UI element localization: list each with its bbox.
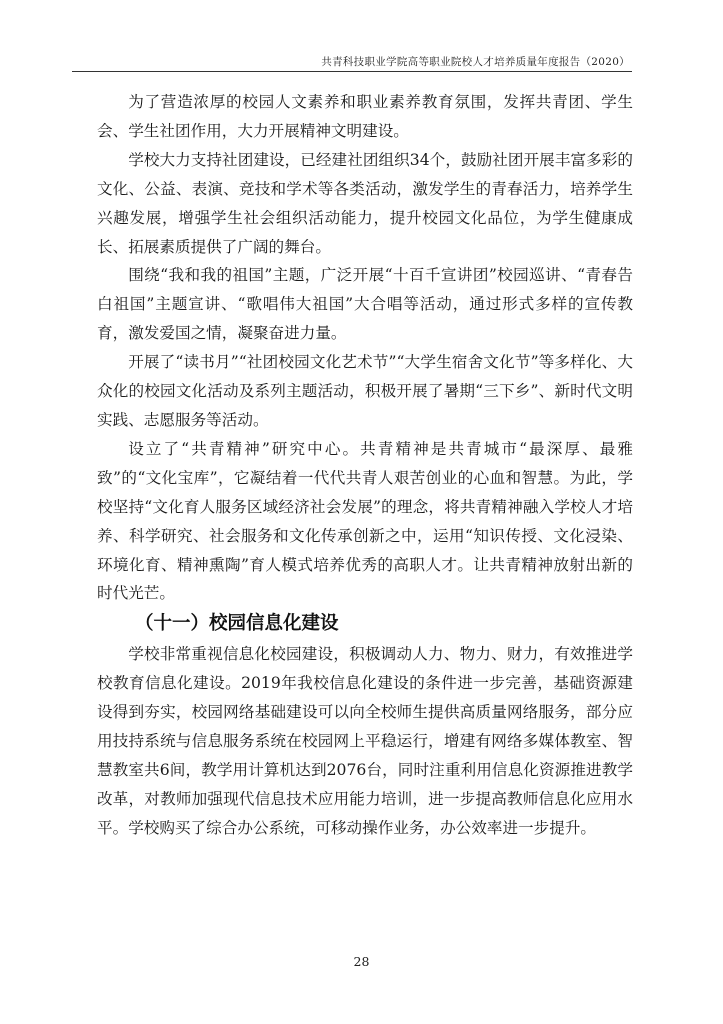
paragraph-informatization: 学校非常重视信息化校园建设，积极调动人力、物力、财力，有效推进学校教育信息化建设。2019年我校信息化建设的条件进一步完善，基础资源建设得到夯实，校园网络基础建设可以向全校师生提供高质量网络服务，部分应用技持系统与信息服务系统在校园网上平稳运行，增建有网络多媒体教室、智慧教室共6间，教学用计算机达到2076台，同时注重利用信息化资源推进教学改革，对教师加强现代信息技术应用能力培训，进一步提高教师信息化应用水平。学校购买了综合办公系统，可移动操作业务，办公效率进一步提升。	[97, 645, 633, 837]
paragraph-patriotic-activities: 围绕“我和我的祖国”主题，广泛开展“十百千宣讲团”校园巡讲、“青春告白祖国”主题宣讲、“歌唱伟大祖国”大合唱等活动，通过形式多样的宣传教育，激发爱国之情，凝聚奋进力量。	[97, 266, 633, 343]
paragraph-gongqing-spirit: 设立了“共青精神”研究中心。共青精神是共青城市“最深厚、最雅致”的“文化宝库”，它凝结着一代代共青人艰苦创业的心血和智慧。为此，学校坚持“文化育人服务区域经济社会发展”的理念，将共青精神融入学校人才培养、科学研究、社会服务和文化传承创新之中，运用“知识传授、文化浸染、环境化育、精神熏陶”育人模式培养优秀的高职人才。让共青精神放射出新的时代光芒。	[97, 439, 633, 603]
running-header: 共青科技职业学院高等职业院校人才培养质量年度报告（2020）	[321, 56, 630, 68]
paragraph-atmosphere: 为了营造浓厚的校园人文素养和职业素养教育氛围，发挥共青团、学生会、学生社团作用，大力开展精神文明建设。	[97, 93, 633, 140]
header-rule	[72, 71, 632, 72]
body-text	[97, 88, 633, 843]
paragraph-cultural-activities: 开展了“读书月”“社团校园文化艺术节”“大学生宿舍文化节”等多样化、大众化的校园文化活动及系列主题活动，积极开展了暑期“三下乡”、新时代文明实践、志愿服务等活动。	[97, 353, 633, 429]
section-heading: （十一）校园信息化建设	[135, 613, 339, 635]
page-number: 28	[353, 954, 370, 969]
paragraph-clubs: 学校大力支持社团建设，已经建社团组织34个，鼓励社团开展丰富多彩的文化、公益、表演、竞技和学术等各类活动，激发学生的青春活力，培养学生兴趣发展，增强学生社会组织活动能力，提升校园文化品位，为学生健康成长、拓展素质提供了广阔的舞台。	[97, 150, 633, 256]
